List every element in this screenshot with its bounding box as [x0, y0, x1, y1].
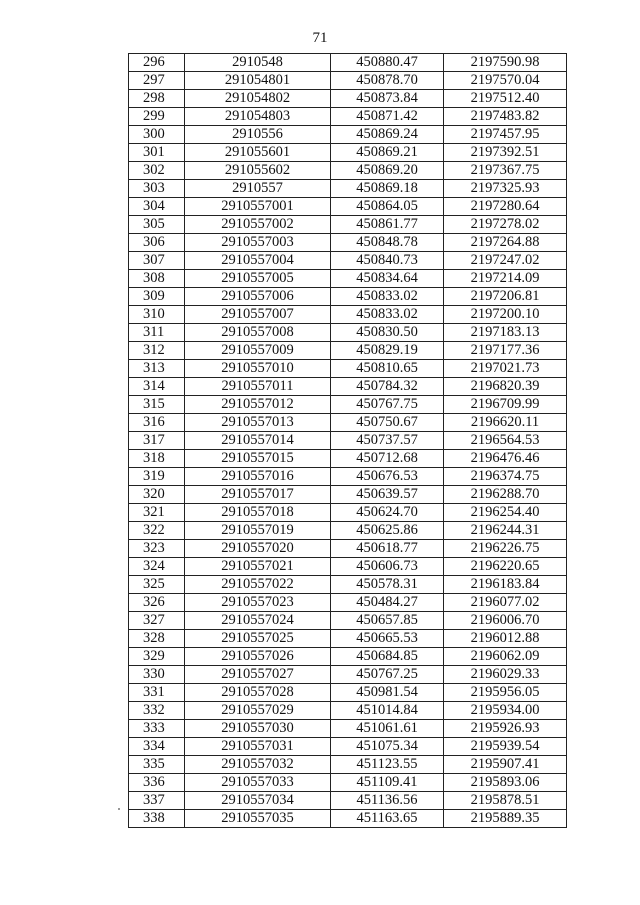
point-id-cell: 2910557034 — [185, 792, 331, 810]
table-row — [129, 324, 567, 342]
y-coordinate-cell: 2197512.40 — [444, 90, 567, 108]
x-coordinate-cell: 450830.50 — [331, 324, 444, 342]
x-coordinate-cell: 451136.56 — [331, 792, 444, 810]
point-id-cell: 2910557020 — [185, 540, 331, 558]
point-id-cell: 2910557028 — [185, 684, 331, 702]
y-coordinate-cell: 2195934.00 — [444, 702, 567, 720]
point-id-cell: 2910557023 — [185, 594, 331, 612]
table-row — [129, 72, 567, 90]
x-coordinate-cell: 450871.42 — [331, 108, 444, 126]
table-row — [129, 180, 567, 198]
point-number-cell: 300 — [129, 126, 185, 144]
table-row — [129, 90, 567, 108]
y-coordinate-cell: 2197214.09 — [444, 270, 567, 288]
point-id-cell: 2910556 — [185, 126, 331, 144]
x-coordinate-cell: 451163.65 — [331, 810, 444, 828]
table-row — [129, 486, 567, 504]
x-coordinate-cell: 450878.70 — [331, 72, 444, 90]
table-row — [129, 666, 567, 684]
y-coordinate-cell: 2197264.88 — [444, 234, 567, 252]
point-number-cell: 319 — [129, 468, 185, 486]
y-coordinate-cell: 2196220.65 — [444, 558, 567, 576]
point-number-cell: 301 — [129, 144, 185, 162]
y-coordinate-cell: 2195956.05 — [444, 684, 567, 702]
point-number-cell: 333 — [129, 720, 185, 738]
point-id-cell: 291054803 — [185, 108, 331, 126]
table-row — [129, 792, 567, 810]
point-id-cell: 2910557030 — [185, 720, 331, 738]
x-coordinate-cell: 450848.78 — [331, 234, 444, 252]
point-id-cell: 2910557010 — [185, 360, 331, 378]
point-number-cell: 323 — [129, 540, 185, 558]
point-number-cell: 327 — [129, 612, 185, 630]
table-row — [129, 558, 567, 576]
x-coordinate-cell: 450712.68 — [331, 450, 444, 468]
table-row — [129, 216, 567, 234]
coordinates-table — [128, 53, 567, 828]
point-id-cell: 2910557012 — [185, 396, 331, 414]
table-row — [129, 720, 567, 738]
point-number-cell: 330 — [129, 666, 185, 684]
x-coordinate-cell: 450767.75 — [331, 396, 444, 414]
point-number-cell: 298 — [129, 90, 185, 108]
x-coordinate-cell: 450606.73 — [331, 558, 444, 576]
table-row — [129, 576, 567, 594]
point-number-cell: 315 — [129, 396, 185, 414]
point-id-cell: 2910557004 — [185, 252, 331, 270]
x-coordinate-cell: 451075.34 — [331, 738, 444, 756]
x-coordinate-cell: 450676.53 — [331, 468, 444, 486]
y-coordinate-cell: 2196029.33 — [444, 666, 567, 684]
y-coordinate-cell: 2195893.06 — [444, 774, 567, 792]
point-number-cell: 325 — [129, 576, 185, 594]
x-coordinate-cell: 450737.57 — [331, 432, 444, 450]
y-coordinate-cell: 2197570.04 — [444, 72, 567, 90]
point-number-cell: 326 — [129, 594, 185, 612]
point-number-cell: 304 — [129, 198, 185, 216]
table-row — [129, 270, 567, 288]
point-number-cell: 307 — [129, 252, 185, 270]
point-id-cell: 2910557013 — [185, 414, 331, 432]
point-number-cell: 335 — [129, 756, 185, 774]
x-coordinate-cell: 450981.54 — [331, 684, 444, 702]
y-coordinate-cell: 2197278.02 — [444, 216, 567, 234]
point-number-cell: 310 — [129, 306, 185, 324]
point-id-cell: 291055602 — [185, 162, 331, 180]
y-coordinate-cell: 2197280.64 — [444, 198, 567, 216]
table-row — [129, 702, 567, 720]
point-id-cell: 2910557027 — [185, 666, 331, 684]
x-coordinate-cell: 450484.27 — [331, 594, 444, 612]
table-row — [129, 198, 567, 216]
point-id-cell: 2910557025 — [185, 630, 331, 648]
point-id-cell: 291055601 — [185, 144, 331, 162]
point-number-cell: 303 — [129, 180, 185, 198]
page-number: 71 — [312, 30, 328, 46]
table-row — [129, 396, 567, 414]
y-coordinate-cell: 2196709.99 — [444, 396, 567, 414]
point-number-cell: 305 — [129, 216, 185, 234]
point-number-cell: 332 — [129, 702, 185, 720]
table-row — [129, 756, 567, 774]
table-row — [129, 414, 567, 432]
point-id-cell: 2910557002 — [185, 216, 331, 234]
y-coordinate-cell: 2197367.75 — [444, 162, 567, 180]
y-coordinate-cell: 2195926.93 — [444, 720, 567, 738]
point-id-cell: 2910557019 — [185, 522, 331, 540]
x-coordinate-cell: 450869.24 — [331, 126, 444, 144]
point-number-cell: 313 — [129, 360, 185, 378]
y-coordinate-cell: 2197021.73 — [444, 360, 567, 378]
x-coordinate-cell: 450869.20 — [331, 162, 444, 180]
point-number-cell: 302 — [129, 162, 185, 180]
point-number-cell: 314 — [129, 378, 185, 396]
x-coordinate-cell: 451014.84 — [331, 702, 444, 720]
y-coordinate-cell: 2196564.53 — [444, 432, 567, 450]
point-number-cell: 312 — [129, 342, 185, 360]
point-id-cell: 2910557017 — [185, 486, 331, 504]
x-coordinate-cell: 450657.85 — [331, 612, 444, 630]
point-number-cell: 297 — [129, 72, 185, 90]
point-number-cell: 320 — [129, 486, 185, 504]
y-coordinate-cell: 2195939.54 — [444, 738, 567, 756]
point-id-cell: 2910557018 — [185, 504, 331, 522]
table-row — [129, 738, 567, 756]
y-coordinate-cell: 2196374.75 — [444, 468, 567, 486]
point-id-cell: 2910557001 — [185, 198, 331, 216]
y-coordinate-cell: 2195907.41 — [444, 756, 567, 774]
point-number-cell: 306 — [129, 234, 185, 252]
y-coordinate-cell: 2197590.98 — [444, 54, 567, 72]
point-id-cell: 2910557009 — [185, 342, 331, 360]
x-coordinate-cell: 450861.77 — [331, 216, 444, 234]
table-row — [129, 432, 567, 450]
point-id-cell: 2910557 — [185, 180, 331, 198]
y-coordinate-cell: 2196820.39 — [444, 378, 567, 396]
scan-speck — [118, 808, 120, 810]
x-coordinate-cell: 450864.05 — [331, 198, 444, 216]
table-row — [129, 684, 567, 702]
point-id-cell: 2910557029 — [185, 702, 331, 720]
table-row — [129, 648, 567, 666]
point-number-cell: 337 — [129, 792, 185, 810]
x-coordinate-cell: 450684.85 — [331, 648, 444, 666]
point-number-cell: 334 — [129, 738, 185, 756]
x-coordinate-cell: 450833.02 — [331, 306, 444, 324]
point-id-cell: 2910557014 — [185, 432, 331, 450]
table-row — [129, 126, 567, 144]
table-row — [129, 342, 567, 360]
point-number-cell: 328 — [129, 630, 185, 648]
x-coordinate-cell: 450810.65 — [331, 360, 444, 378]
table-row — [129, 234, 567, 252]
point-number-cell: 309 — [129, 288, 185, 306]
table-row — [129, 378, 567, 396]
y-coordinate-cell: 2196620.11 — [444, 414, 567, 432]
y-coordinate-cell: 2197457.95 — [444, 126, 567, 144]
point-id-cell: 2910557006 — [185, 288, 331, 306]
x-coordinate-cell: 450639.57 — [331, 486, 444, 504]
point-number-cell: 336 — [129, 774, 185, 792]
point-id-cell: 2910557021 — [185, 558, 331, 576]
x-coordinate-cell: 450869.18 — [331, 180, 444, 198]
point-id-cell: 2910557031 — [185, 738, 331, 756]
point-id-cell: 2910557015 — [185, 450, 331, 468]
point-number-cell: 311 — [129, 324, 185, 342]
point-id-cell: 2910557033 — [185, 774, 331, 792]
y-coordinate-cell: 2197325.93 — [444, 180, 567, 198]
y-coordinate-cell: 2196077.02 — [444, 594, 567, 612]
x-coordinate-cell: 450840.73 — [331, 252, 444, 270]
table-row — [129, 774, 567, 792]
x-coordinate-cell: 450578.31 — [331, 576, 444, 594]
x-coordinate-cell: 451061.61 — [331, 720, 444, 738]
table-row — [129, 630, 567, 648]
y-coordinate-cell: 2196226.75 — [444, 540, 567, 558]
table-row — [129, 522, 567, 540]
point-number-cell: 318 — [129, 450, 185, 468]
point-id-cell: 2910548 — [185, 54, 331, 72]
point-id-cell: 291054801 — [185, 72, 331, 90]
x-coordinate-cell: 450624.70 — [331, 504, 444, 522]
x-coordinate-cell: 450625.86 — [331, 522, 444, 540]
point-number-cell: 331 — [129, 684, 185, 702]
y-coordinate-cell: 2196244.31 — [444, 522, 567, 540]
x-coordinate-cell: 450869.21 — [331, 144, 444, 162]
x-coordinate-cell: 450767.25 — [331, 666, 444, 684]
table-row — [129, 540, 567, 558]
y-coordinate-cell: 2195878.51 — [444, 792, 567, 810]
table-row — [129, 594, 567, 612]
point-id-cell: 2910557024 — [185, 612, 331, 630]
point-number-cell: 299 — [129, 108, 185, 126]
point-number-cell: 321 — [129, 504, 185, 522]
x-coordinate-cell: 450829.19 — [331, 342, 444, 360]
y-coordinate-cell: 2197183.13 — [444, 324, 567, 342]
y-coordinate-cell: 2197247.02 — [444, 252, 567, 270]
point-id-cell: 2910557016 — [185, 468, 331, 486]
table-row — [129, 288, 567, 306]
point-number-cell: 316 — [129, 414, 185, 432]
table-row — [129, 162, 567, 180]
x-coordinate-cell: 451123.55 — [331, 756, 444, 774]
x-coordinate-cell: 450665.53 — [331, 630, 444, 648]
table-row — [129, 450, 567, 468]
table-row — [129, 108, 567, 126]
point-id-cell: 2910557032 — [185, 756, 331, 774]
x-coordinate-cell: 450833.02 — [331, 288, 444, 306]
x-coordinate-cell: 450618.77 — [331, 540, 444, 558]
point-number-cell: 308 — [129, 270, 185, 288]
point-id-cell: 2910557026 — [185, 648, 331, 666]
point-number-cell: 322 — [129, 522, 185, 540]
point-id-cell: 2910557003 — [185, 234, 331, 252]
point-id-cell: 291054802 — [185, 90, 331, 108]
point-id-cell: 2910557008 — [185, 324, 331, 342]
y-coordinate-cell: 2196288.70 — [444, 486, 567, 504]
table-row — [129, 810, 567, 828]
x-coordinate-cell: 450834.64 — [331, 270, 444, 288]
point-id-cell: 2910557035 — [185, 810, 331, 828]
y-coordinate-cell: 2197177.36 — [444, 342, 567, 360]
table-row — [129, 252, 567, 270]
y-coordinate-cell: 2197483.82 — [444, 108, 567, 126]
table-row — [129, 306, 567, 324]
table-row — [129, 504, 567, 522]
coordinates-table-body — [129, 54, 567, 828]
point-id-cell: 2910557011 — [185, 378, 331, 396]
table-row — [129, 468, 567, 486]
point-id-cell: 2910557022 — [185, 576, 331, 594]
y-coordinate-cell: 2197392.51 — [444, 144, 567, 162]
point-id-cell: 2910557005 — [185, 270, 331, 288]
y-coordinate-cell: 2197200.10 — [444, 306, 567, 324]
x-coordinate-cell: 450873.84 — [331, 90, 444, 108]
x-coordinate-cell: 451109.41 — [331, 774, 444, 792]
y-coordinate-cell: 2196254.40 — [444, 504, 567, 522]
table-row — [129, 360, 567, 378]
point-number-cell: 338 — [129, 810, 185, 828]
y-coordinate-cell: 2196062.09 — [444, 648, 567, 666]
y-coordinate-cell: 2195889.35 — [444, 810, 567, 828]
table-row — [129, 144, 567, 162]
y-coordinate-cell: 2196183.84 — [444, 576, 567, 594]
point-number-cell: 324 — [129, 558, 185, 576]
x-coordinate-cell: 450784.32 — [331, 378, 444, 396]
table-row — [129, 54, 567, 72]
y-coordinate-cell: 2196006.70 — [444, 612, 567, 630]
table-row — [129, 612, 567, 630]
y-coordinate-cell: 2196476.46 — [444, 450, 567, 468]
y-coordinate-cell: 2197206.81 — [444, 288, 567, 306]
x-coordinate-cell: 450750.67 — [331, 414, 444, 432]
point-id-cell: 2910557007 — [185, 306, 331, 324]
point-number-cell: 296 — [129, 54, 185, 72]
x-coordinate-cell: 450880.47 — [331, 54, 444, 72]
point-number-cell: 317 — [129, 432, 185, 450]
point-number-cell: 329 — [129, 648, 185, 666]
y-coordinate-cell: 2196012.88 — [444, 630, 567, 648]
